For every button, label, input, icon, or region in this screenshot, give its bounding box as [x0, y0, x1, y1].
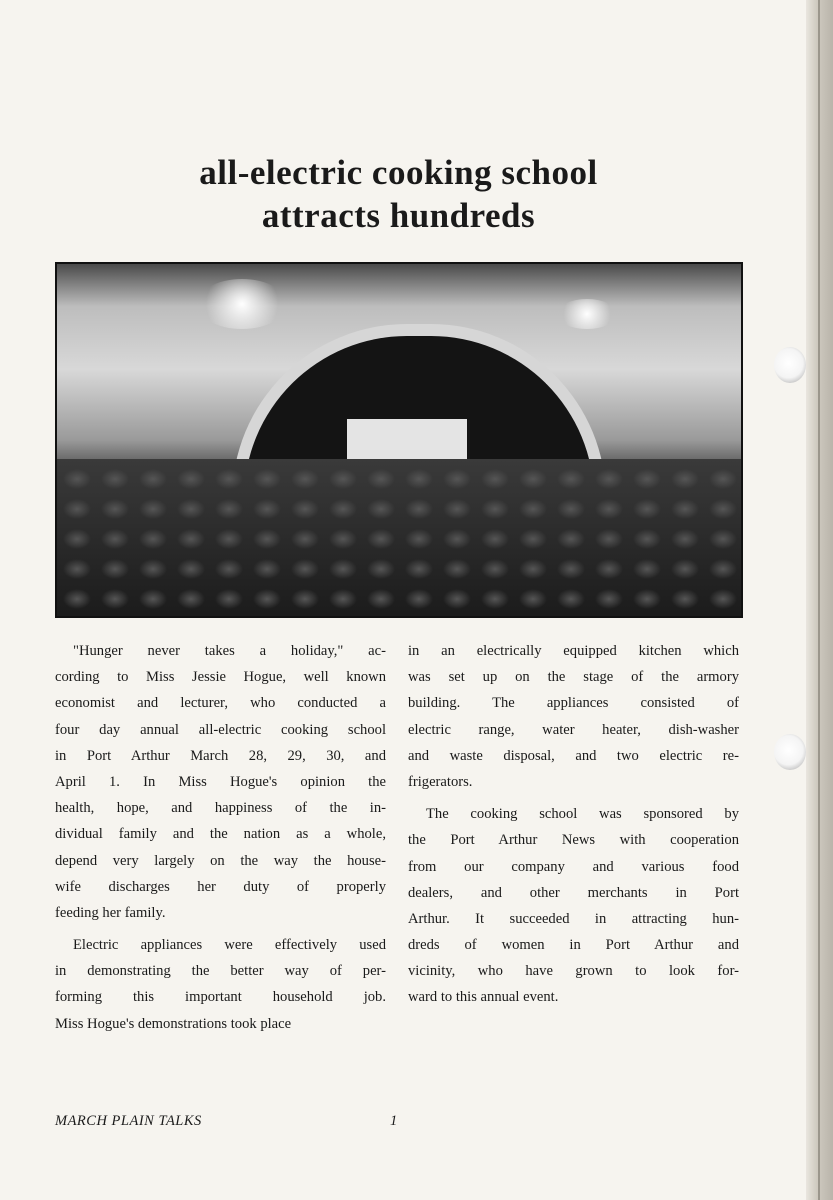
- text-line: Electric appliances were effectively used: [73, 937, 386, 954]
- right-column: [408, 638, 739, 1011]
- headline-line-2: attracts hundreds: [261, 196, 536, 235]
- text-line: forming this important household job.: [55, 989, 386, 1006]
- binder-hole: [774, 734, 806, 770]
- text-line: electric range, water heater, dish-washer: [408, 721, 739, 738]
- ceiling-light: [197, 279, 287, 329]
- headline-line-1: all-electric cooking school: [199, 153, 598, 192]
- binder-hole: [774, 347, 806, 383]
- text-line: economist and lecturer, who conducted a: [55, 695, 386, 712]
- publication-name: MARCH PLAIN TALKS: [55, 1113, 202, 1129]
- text-line: ward to this annual event.: [408, 989, 559, 1006]
- text-line: vicinity, who have grown to look for-: [408, 963, 739, 980]
- left-column: [55, 638, 386, 1037]
- text-line: in demonstrating the better way of per-: [55, 963, 386, 980]
- text-line: four day annual all-electric cooking school: [55, 721, 386, 738]
- text-line: Arthur. It succeeded in attracting hun-: [408, 910, 739, 927]
- page-number: 1: [390, 1113, 398, 1129]
- text-line: from our company and various food: [408, 858, 739, 875]
- text-line: health, hope, and happiness of the in-: [55, 800, 386, 817]
- text-line: Miss Hogue's demonstrations took place: [55, 1015, 292, 1032]
- text-line: April 1. In Miss Hogue's opinion the: [55, 773, 386, 790]
- text-line: building. The appliances consisted of: [408, 695, 739, 712]
- text-line: in Port Arthur March 28, 29, 30, and: [55, 747, 386, 764]
- text-line: dividual family and the nation as a whole,: [55, 826, 386, 843]
- text-line: wife discharges her duty of properly: [55, 878, 386, 895]
- text-line: was set up on the stage of the armory: [408, 669, 739, 686]
- paragraph: [408, 801, 739, 1011]
- text-line: frigerators.: [408, 773, 473, 790]
- text-line: cording to Miss Jessie Hogue, well known: [55, 669, 386, 686]
- text-line: the Port Arthur News with cooperation: [408, 832, 739, 849]
- text-line: in an electrically equipped kitchen which: [408, 643, 739, 659]
- text-line: depend very largely on the way the house-: [55, 852, 386, 869]
- page-edge-line: [818, 0, 820, 1200]
- text-line: The cooking school was sponsored by: [426, 806, 739, 823]
- paragraph: [408, 638, 739, 795]
- text-line: "Hunger never takes a holiday," ac-: [73, 643, 386, 659]
- paragraph: [55, 932, 386, 1037]
- text-line: dreds of women in Port Arthur and: [408, 937, 739, 954]
- text-line: and waste disposal, and two electric re-: [408, 747, 739, 764]
- ceiling-light: [557, 299, 617, 329]
- audience: [57, 459, 741, 618]
- paragraph: [55, 638, 386, 926]
- text-line: feeding her family.: [55, 904, 166, 921]
- text-line: dealers, and other merchants in Port: [408, 884, 739, 901]
- auditorium-crowd-photo: [55, 262, 743, 618]
